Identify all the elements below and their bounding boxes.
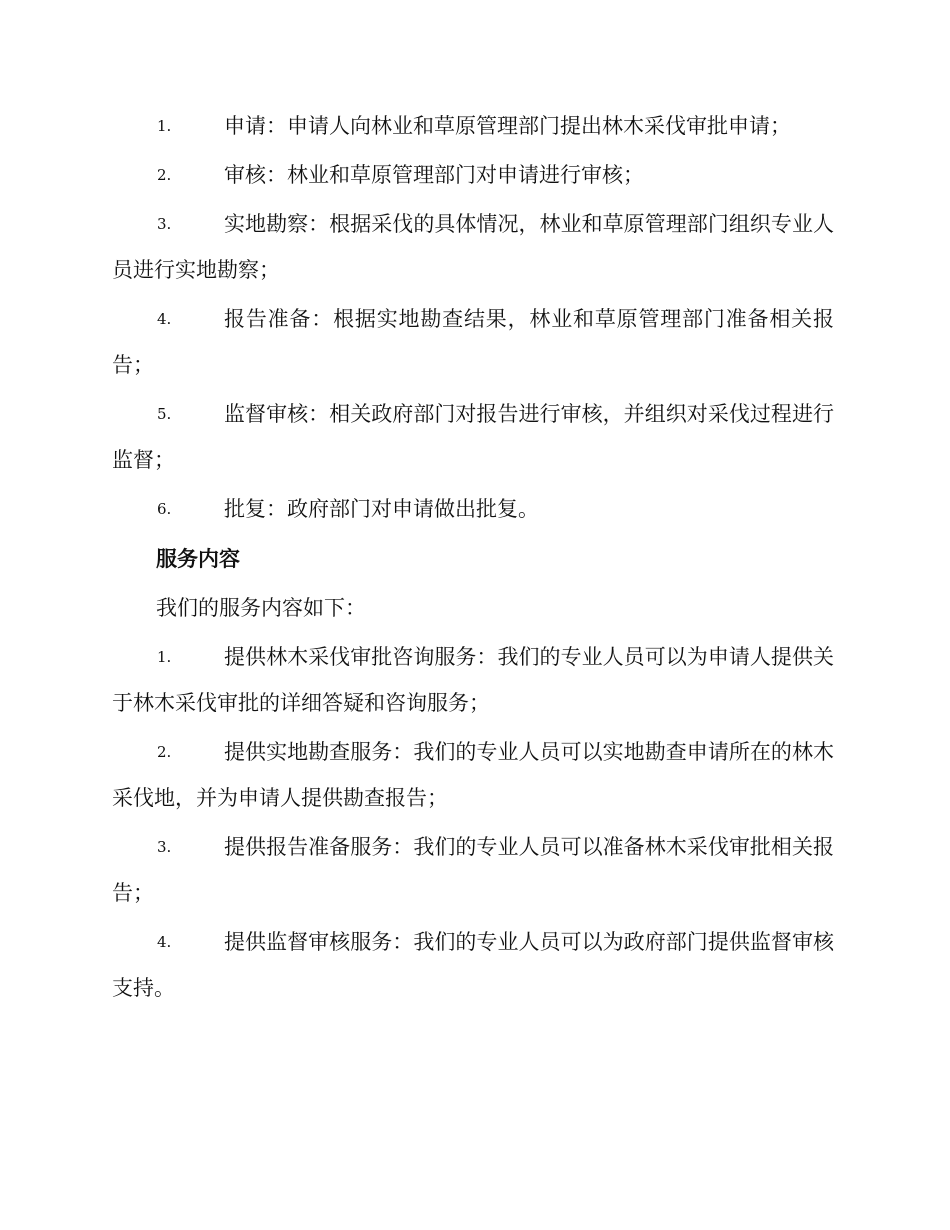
list-text: 提供报告准备服务：我们的专业人员可以准备林木采伐审批相关报告； [112,835,834,905]
section-intro: 我们的服务内容如下： [156,596,366,620]
list-number: 6. [157,500,172,518]
list-number: 3. [157,838,172,856]
list-text: 提供实地勘查服务：我们的专业人员可以实地勘查申请所在的林木采伐地，并为申请人提供勘查报告； [112,740,834,810]
list-number: 4. [157,310,172,328]
list-item [112,486,834,532]
list-item [112,103,834,149]
list-text: 批复：政府部门对申请做出批复。 [224,497,539,521]
list-text: 报告准备：根据实地勘查结果，林业和草原管理部门准备相关报告； [112,307,834,377]
list-item [112,391,834,483]
list-item [112,634,834,726]
list-number: 1. [157,648,172,666]
list-item [112,152,834,198]
list-number: 1. [157,117,172,135]
section-heading: 服务内容 [156,546,240,571]
list-text: 实地勘察：根据采伐的具体情况，林业和草原管理部门组织专业人员进行实地勘察； [112,212,834,282]
list-item [112,296,834,388]
list-text: 提供监督审核服务：我们的专业人员可以为政府部门提供监督审核支持。 [112,930,834,1000]
list-text: 申请：申请人向林业和草原管理部门提出林木采伐审批申请； [224,114,791,138]
list-number: 2. [157,743,172,761]
list-text: 提供林木采伐审批咨询服务：我们的专业人员可以为申请人提供关于林木采伐审批的详细答疑和咨询服务； [112,645,834,715]
document-content [112,103,834,1014]
list-item [112,201,834,293]
list-item [112,729,834,821]
list-number: 3. [157,215,172,233]
list-number: 5. [157,405,172,423]
list-number: 4. [157,933,172,951]
list-item [112,824,834,916]
list-text: 监督审核：相关政府部门对报告进行审核，并组织对采伐过程进行监督； [112,402,834,472]
list-number: 2. [157,166,172,184]
list-item [112,919,834,1011]
list-text: 审核：林业和草原管理部门对申请进行审核； [224,163,644,187]
